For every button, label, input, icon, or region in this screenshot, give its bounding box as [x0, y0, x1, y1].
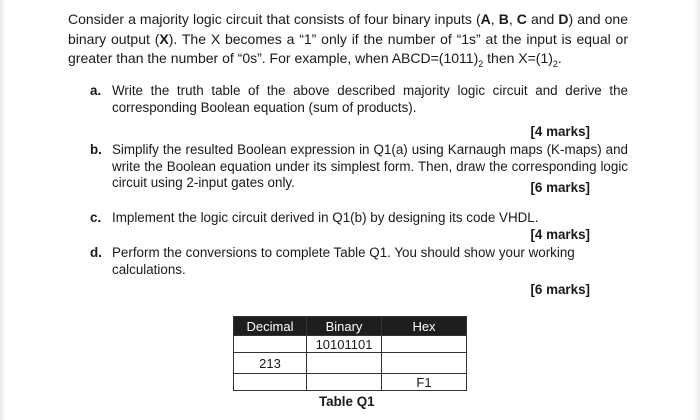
table-row [234, 336, 467, 353]
input-a: A [480, 11, 491, 27]
table-row [234, 353, 467, 374]
table-cell [307, 374, 382, 391]
table-cell: 213 [234, 353, 307, 374]
question-d-letter: d. [90, 245, 102, 260]
question-b-marks: [6 marks] [530, 180, 590, 195]
table-cell [234, 374, 307, 391]
input-b: B [498, 11, 509, 27]
question-a [90, 83, 628, 116]
question-d-marks: [6 marks] [530, 282, 590, 297]
input-d: D [558, 11, 569, 27]
input-c: C [516, 11, 527, 27]
question-c-letter: c. [90, 210, 102, 225]
table-header-row [234, 317, 467, 336]
header-hex: Hex [382, 317, 467, 336]
table-cell [307, 353, 382, 374]
question-a-marks: [4 marks] [530, 124, 590, 139]
header-decimal: Decimal [234, 317, 307, 336]
question-c-text: Implement the logic circuit derived in Q1(b) by designing its code VHDL. [112, 210, 539, 225]
question-c [90, 210, 628, 227]
question-d [90, 245, 628, 278]
table-cell [382, 353, 467, 374]
table-cell [382, 336, 467, 353]
question-a-text: Write the truth table of the above described majority logic circuit and derive the corresponding Boolean equation (sum of products). [112, 83, 628, 115]
question-intro: Consider a majority logic circuit that consists of four binary inputs (A, B, C and D) and one binary output (X). The X becomes a “1” only if the number of “1s” at the input is equal or greater than the number of “0s”. For example, when $ABCD=(1011)_2$ then $X=(1)_2$. [68, 11, 629, 69]
table-caption: Table Q1 [319, 394, 375, 409]
header-binary: Binary [307, 317, 382, 336]
table-cell: F1 [382, 374, 467, 391]
table-cell [234, 336, 307, 353]
table-cell: 10101101 [307, 336, 382, 353]
question-c-marks: [4 marks] [530, 227, 590, 242]
page-edge-left [0, 0, 6, 420]
conversion-table [233, 316, 467, 391]
question-a-letter: a. [90, 83, 102, 98]
output-x: X [159, 30, 169, 47]
question-d-text: Perform the conversions to complete Table Q1. You should show your working calculations. [112, 245, 575, 277]
page-edge-right [694, 0, 700, 420]
table-row [234, 374, 467, 391]
question-b-letter: b. [90, 142, 102, 157]
question-b-text: Simplify the resulted Boolean expression in Q1(a) using Karnaugh maps (K-maps) and write the Boolean equation under its simplest form. Then, draw the corresponding logic circuit using 2-input gates only. [112, 142, 628, 190]
